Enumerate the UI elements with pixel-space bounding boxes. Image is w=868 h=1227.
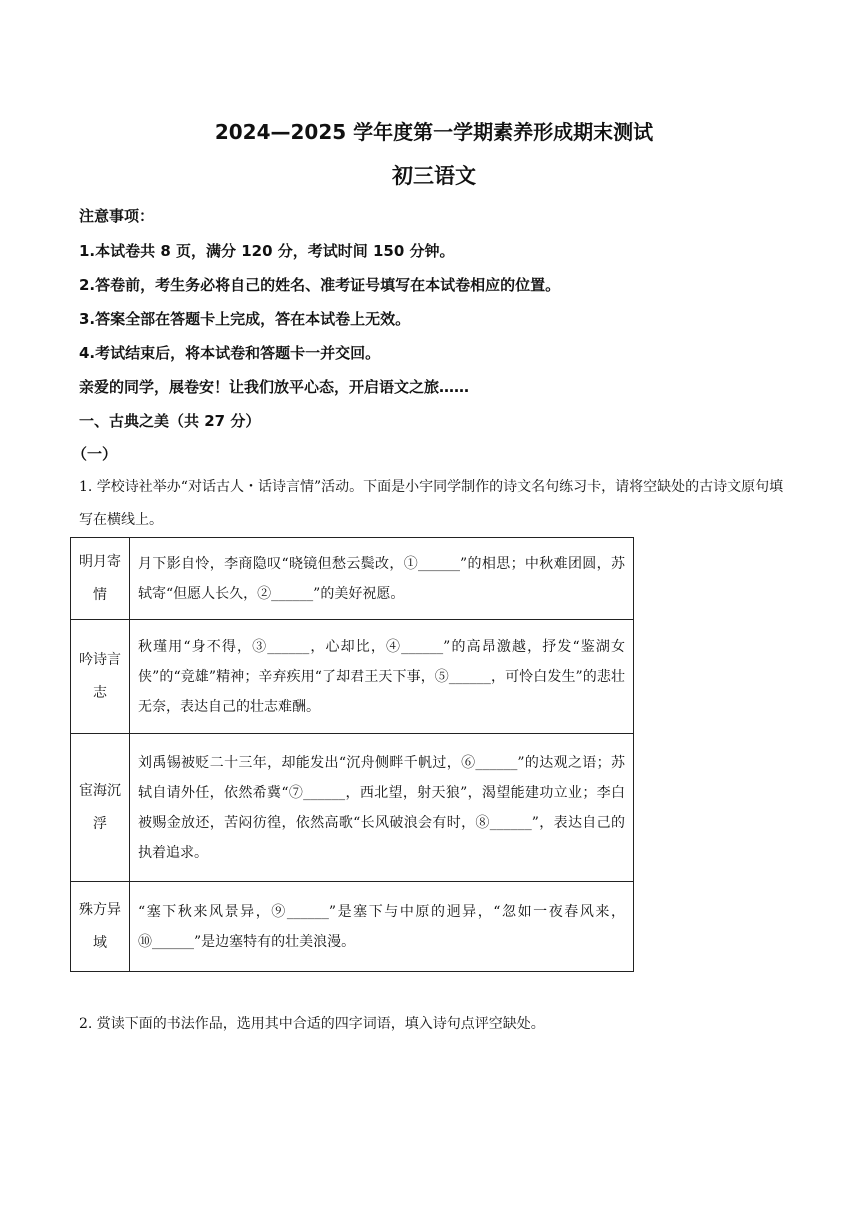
card-category: 殊方异域 [71, 882, 130, 972]
table-row [71, 538, 634, 620]
notice-item: 1.本试卷共 8 页，满分 120 分，考试时间 150 分钟。 [79, 242, 455, 260]
question-2-text: 2. 赏读下面的书法作品，选用其中合适的四字词语，填入诗句点评空缺处。 [79, 1016, 545, 1032]
table-row [71, 734, 634, 882]
card-category: 吟诗言志 [71, 620, 130, 734]
table-row [71, 620, 634, 734]
notice-item: 3.答案全部在答题卡上完成，答在本试卷上无效。 [79, 310, 411, 328]
card-category: 明月寄情 [71, 538, 130, 620]
section-title: 一、古典之美（共 27 分） [79, 412, 261, 430]
exam-title: 2024—2025 学年度第一学期素养形成期末测试 [214, 120, 654, 144]
card-content: “塞下秋来风景异，⑨______”是塞下与中原的迥异，“忽如一夜春风来，⑩______”是边塞特有的壮美浪漫。 [130, 882, 634, 972]
greeting-line: 亲爱的同学，展卷安！让我们放平心态，开启语文之旅…… [79, 378, 470, 396]
exam-subject: 初三语文 [392, 164, 476, 188]
notice-heading: 注意事项： [79, 207, 155, 225]
poetry-practice-card-table [70, 537, 634, 972]
card-content: 秋瑾用“身不得，③______，心却比，④______”的高昂激越，抒发“鉴湖女侠”的“竞雄”精神；辛弃疾用“了却君王天下事，⑤______，可怜白发生”的悲壮无奈，表达自己的壮志难酬。 [130, 620, 634, 734]
question-1-text: 1. 学校诗社举办“对话古人・话诗言情”活动。下面是小宇同学制作的诗文名句练习卡，请将空缺处的古诗文原句填写在横线上。 [79, 479, 784, 528]
card-content: 月下影自怜，李商隐叹“晓镜但愁云鬓改，①______”的相思；中秋难团圆，苏轼寄“但愿人长久，②______”的美好祝愿。 [130, 538, 634, 620]
notice-item: 4.考试结束后，将本试卷和答题卡一并交回。 [79, 344, 381, 362]
table-row [71, 882, 634, 972]
notice-item: 2.答卷前，考生务必将自己的姓名、准考证号填写在本试卷相应的位置。 [79, 276, 561, 294]
card-category: 宦海沉浮 [71, 734, 130, 882]
subsection-label: （一） [72, 445, 118, 463]
card-content: 刘禹锡被贬二十三年，却能发出“沉舟侧畔千帆过，⑥______”的达观之语；苏轼自请外任，依然希冀“⑦______，西北望，射天狼”，渴望能建功立业；李白被赐金放还，苦闷彷徨，依然高歌“长风破浪会有时，⑧______”，表达自己的执着追求。 [130, 734, 634, 882]
